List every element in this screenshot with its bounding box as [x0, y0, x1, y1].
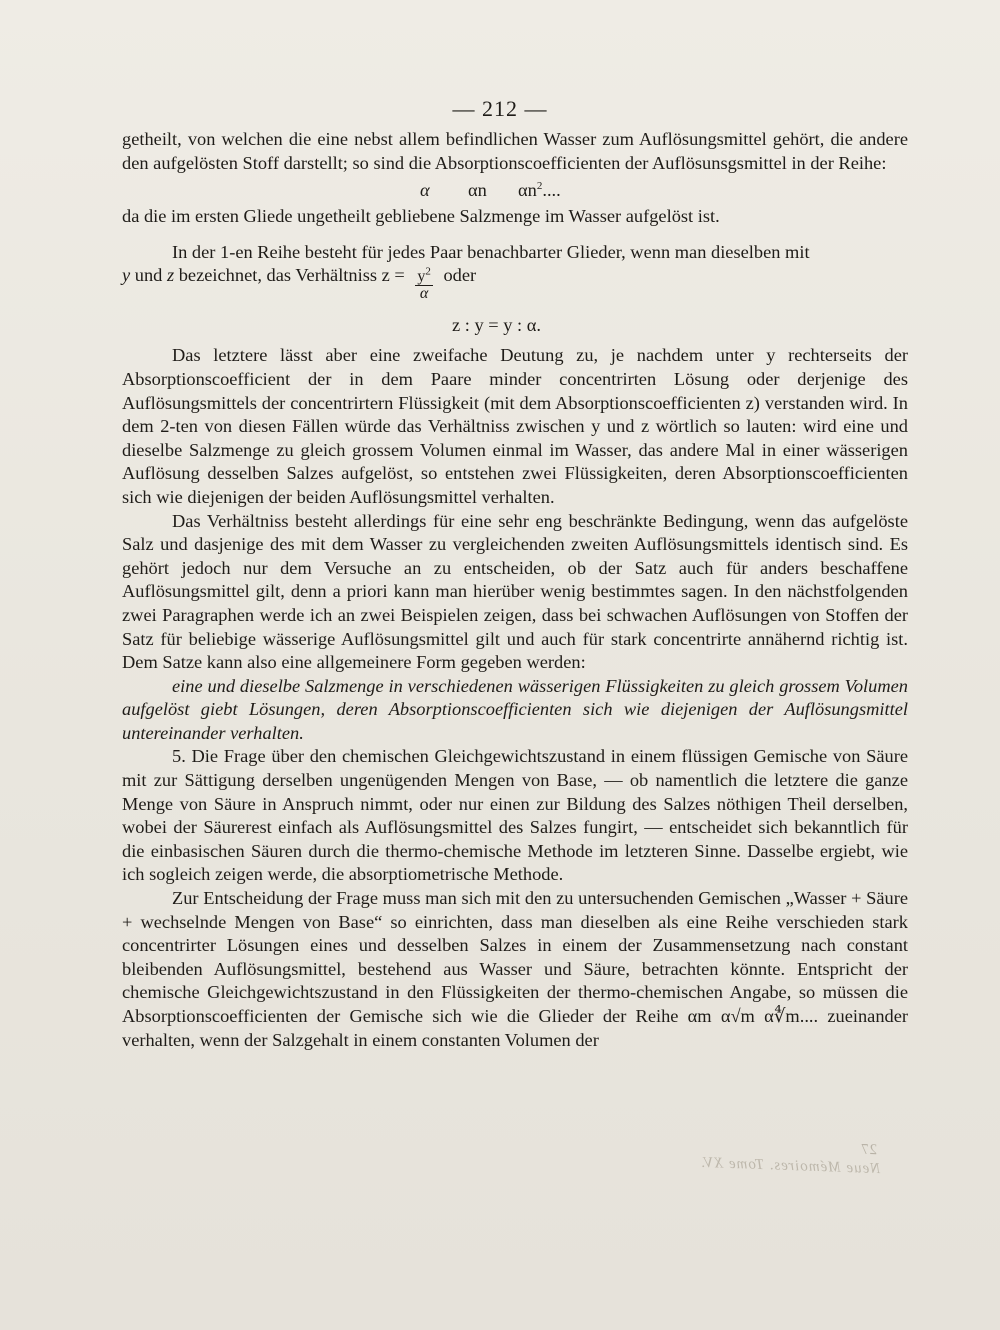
text-verhaeltniss: bezeichnet, das Verhältniss z =: [174, 265, 410, 286]
numerator-y: y: [417, 268, 426, 286]
text-und: und: [130, 265, 167, 286]
paragraph-3-line-2: [122, 264, 908, 306]
numerator-exponent: 2: [425, 266, 431, 279]
paragraph-4: Das letztere lässt aber eine zweifache Deutung zu, je nachdem unter y rechterseits der Absorptionscoefficient der in dem Paare minder concentrirten Lösung oder derjenige des Auflösungsmittels der concentrirtern Flüssigkeit (mit dem Absorptionscoefficienten z) verstanden wird. In dem 2-ten von diesen Fällen würde das Verhältniss zwischen y und z wörtlich so lauten: wird eine und dieselbe Salzmenge zu gleich grossem Volumen einmal im Wasser, das andere Mal in einer wässerigen Auflösung desselben Salzes aufgelöst, so entstehen zwei Flüssigkeiten, deren Absorptionscoefficienten sich wie diejenigen der beiden Auflösungsmittel verhalten.: [122, 345, 908, 507]
series-term-3: αn: [518, 180, 537, 201]
fraction-y2-over-alpha: [415, 266, 433, 303]
series-line: [122, 175, 908, 205]
var-z: z: [166, 265, 175, 286]
series-term-2: αn: [468, 180, 487, 201]
var-y: y: [122, 265, 131, 286]
paragraph-8: Zur Entscheidung der Frage muss man sich mit den zu untersuchenden Gemischen „Wasser + Säure + wechselnde Mengen von Base“ so einrichten, dass man dieselben als eine Reihe verschieden stark concentrirter Lösungen eines und desselben Salzes in einem der Zusammensetzung nach constant bleibenden Auflösungsmittel, bestehend aus Wasser und Säure, betrachten könnte. Entspricht der chemische Gleichgewichtszustand in den Flüssigkeiten der thermo-chemischen Angabe, so müssen die Absorptionscoefficienten der Gemische sich wie die Glieder der Reihe αm α√m α∜m.... zueinander verhalten, wenn der Salzgehalt in einem constanten Volumen der: [122, 888, 908, 1050]
text-oder: oder: [438, 265, 477, 286]
fraction-denominator: α: [419, 285, 429, 303]
paragraph-5: Das Verhältniss besteht allerdings für eine sehr eng beschränkte Bedingung, wenn das aufgelöste Salz und dasjenige des mit dem Wasser zu vergleichenden zweiten Auflösungsmittels identisch sind. Es gehört jedoch nur dem Versuche an zu entscheiden, ob der Satz auch für anders beschaffene Auflösungsmittel gilt, denn a priori kann man hierüber wenig bestimmtes sagen. In den nächstfolgenden zwei Paragraphen werde ich an zwei Beispielen zeigen, dass bei schwachen Auflösungen von Stoffen der Satz für beliebige wässerige Auflösungsmittel gilt und auch für stark concentrirte annähernd richtig ist. Dem Satze kann also eine allgemeinere Form gegeben werden:: [122, 510, 908, 673]
bleed-through-footer: Neue Mémoires. Tome XV.: [699, 1154, 881, 1178]
bleed-through-number: 27: [859, 1141, 878, 1159]
series-term-3-exponent: 2: [536, 180, 543, 193]
paragraph-1: getheilt, von welchen die eine nebst allem befindlichen Wasser zum Auflösungsmittel gehört, die andere den aufgelösten Stoff darstellt; so sind die Absorptionscoefficienten der Auflösunsgsmittel in der Reihe:: [122, 129, 908, 173]
series-term-1: α: [420, 180, 430, 201]
paragraph-6-theorem: eine und dieselbe Salzmenge in verschiedenen wässerigen Flüssigkeiten zu gleich grossem Volumen aufgelöst giebt Lösungen, deren Absorptionscoefficienten sich wie diejenigen der Auflösungsmittel untereinander verhalten.: [122, 675, 908, 743]
page-number: — 212 —: [452, 96, 548, 121]
body-text: [122, 128, 908, 1052]
proportion-formula: z : y = y : α.: [452, 315, 541, 336]
series-ellipsis: ....: [542, 180, 561, 201]
paragraph-2: da die im ersten Gliede ungetheilt gebliebene Salzmenge im Wasser aufgelöst ist.: [122, 206, 720, 227]
paragraph-7-section-5: 5. Die Frage über den chemischen Gleichgewichtszustand in einem flüssigen Gemische von Säure mit zur Sättigung derselben ungenügenden Mengen von Base, — ob namentlich die letztere die ganze Menge von Säure in Anspruch nimmt, oder nur einen zur Bildung des Salzes nöthigen Theil derselben, wobei der Säurerest einfach als Auflösungsmittel des Salzes fungirt, — entscheidet sich bekanntlich für die einbasischen Säuren durch die thermo-chemische Methode im letzteren Sinne. Dasselbe ergiebt, wie ich sogleich zeigen werde, die absorptiometrische Methode.: [122, 746, 908, 885]
paragraph-3-line-1: In der 1-en Reihe besteht für jedes Paar benachbarter Glieder, wenn man dieselben mit: [172, 241, 810, 262]
fraction-numerator: [415, 266, 433, 286]
